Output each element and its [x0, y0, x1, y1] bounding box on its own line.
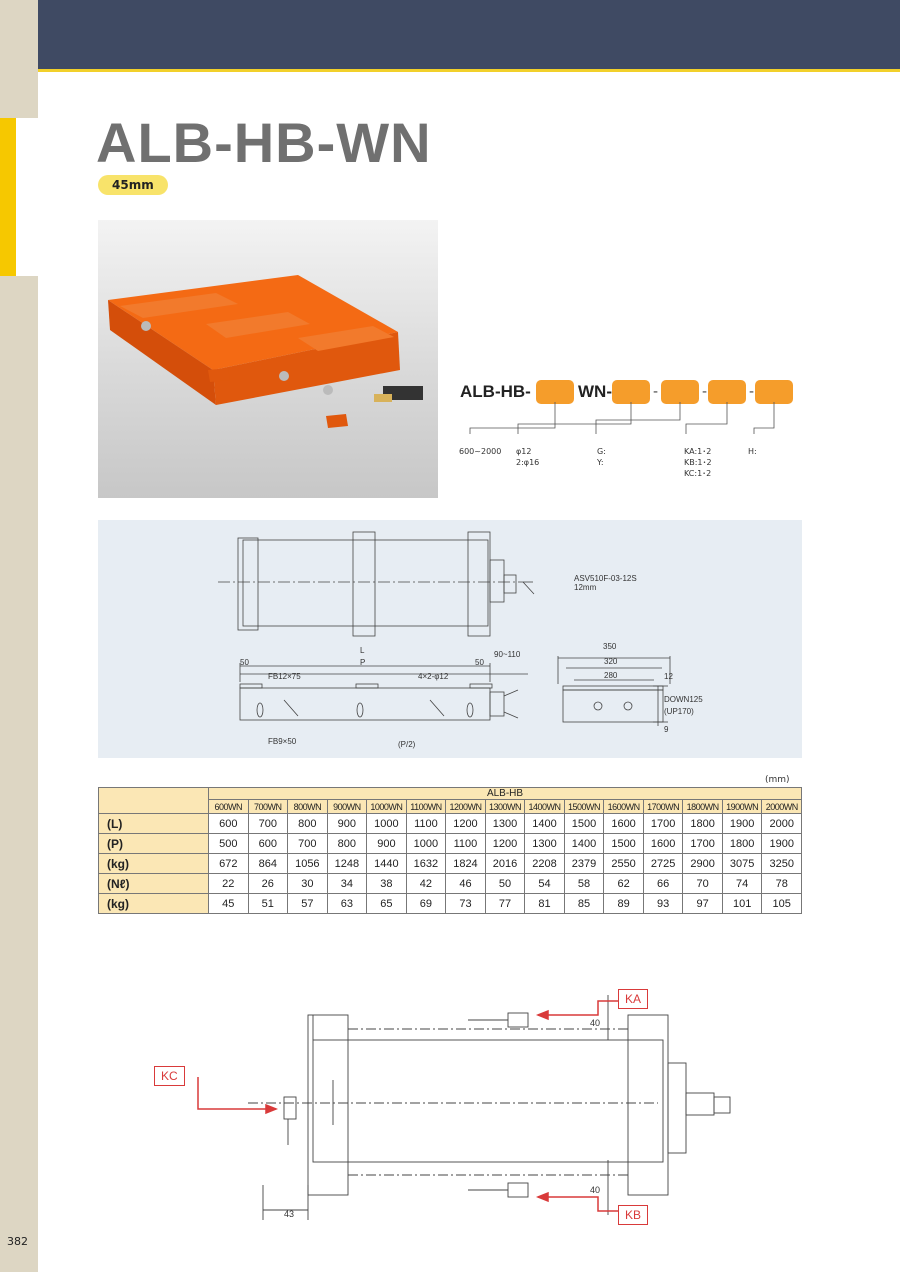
spec-cell: 1600: [643, 834, 683, 854]
spec-column-header: 900WN: [327, 800, 367, 814]
spec-unit: (mm): [765, 775, 790, 785]
spec-cell: 73: [446, 894, 486, 914]
option-length: [459, 446, 501, 457]
holes-label: 4×2-φ12: [418, 672, 449, 681]
spec-cell: 63: [327, 894, 367, 914]
spec-corner-cell: [99, 788, 209, 814]
option-port-alt: 2:φ16: [516, 458, 540, 467]
spec-cell: 77: [485, 894, 525, 914]
dim-50-left: 50: [240, 658, 249, 667]
spec-column-header: 800WN: [288, 800, 328, 814]
spec-row-label: (kg): [99, 894, 209, 914]
spec-column-header: 1500WN: [564, 800, 604, 814]
spec-cell: 800: [327, 834, 367, 854]
spec-row-label: (P): [99, 834, 209, 854]
spec-cell: 1800: [722, 834, 762, 854]
option-switch-kb: KB:1･2: [684, 458, 712, 467]
dim-40-top: 40: [590, 1018, 601, 1028]
dim-40-bottom: 40: [590, 1185, 601, 1195]
spec-cell: 1600: [604, 814, 644, 834]
spec-cell: 51: [248, 894, 288, 914]
spec-cell: 1632: [406, 854, 446, 874]
spec-cell: 85: [564, 894, 604, 914]
spec-cell: 58: [564, 874, 604, 894]
spec-column-header: 600WN: [209, 800, 249, 814]
dimension-drawing: [98, 520, 802, 758]
option-switch-kc: KC:1･2: [684, 469, 712, 478]
spec-cell: 2208: [525, 854, 565, 874]
spec-cell: 600: [209, 814, 249, 834]
spec-cell: 45: [209, 894, 249, 914]
spec-cell: 42: [406, 874, 446, 894]
spec-body: [99, 814, 802, 914]
controller-fitting: 12mm: [574, 583, 597, 592]
spec-cell: 2725: [643, 854, 683, 874]
spec-cell: 69: [406, 894, 446, 914]
spec-row-label: (L): [99, 814, 209, 834]
spec-column-header: 1300WN: [485, 800, 525, 814]
dim-320: 320: [604, 657, 618, 666]
spec-row: [99, 854, 802, 874]
spec-cell: 2000: [762, 814, 802, 834]
spec-cell: 3250: [762, 854, 802, 874]
spec-cell: 46: [446, 874, 486, 894]
spec-cell: 700: [248, 814, 288, 834]
spec-cell: 864: [248, 854, 288, 874]
spec-column-header: 1200WN: [446, 800, 486, 814]
spec-cell: 1700: [683, 834, 723, 854]
dim-125: DOWN125: [664, 695, 703, 704]
spec-cell: 26: [248, 874, 288, 894]
dim-50-right: 50: [475, 658, 484, 667]
spec-cell: 672: [209, 854, 249, 874]
air-lift-illustration: [98, 220, 438, 498]
option-speed: [748, 446, 757, 457]
spec-cell: 700: [288, 834, 328, 854]
spec-cell: 38: [367, 874, 407, 894]
header-band: [38, 0, 900, 72]
spec-cell: 70: [683, 874, 723, 894]
stroke-badge: 45mm: [98, 175, 168, 195]
dim-l: L: [360, 646, 365, 655]
page-number: 382: [7, 1235, 28, 1248]
spec-cell: 62: [604, 874, 644, 894]
spec-cell: 101: [722, 894, 762, 914]
spec-cell: 1100: [446, 834, 486, 854]
spec-cell: 50: [485, 874, 525, 894]
pitch-note: (P/2): [398, 740, 416, 749]
spec-cell: 500: [209, 834, 249, 854]
spec-cell: 30: [288, 874, 328, 894]
spec-column-header: 1700WN: [643, 800, 683, 814]
spec-cell: 900: [367, 834, 407, 854]
option-switch-ka: KA:1･2: [684, 447, 712, 456]
code-wn: WN-: [578, 382, 612, 401]
spec-cell: 2550: [604, 854, 644, 874]
dim-90-110: 90~110: [494, 650, 521, 659]
dimension-drawing-panel: [98, 520, 802, 758]
dim-9: 9: [664, 725, 669, 734]
label-right-mount: KA: [618, 989, 648, 1009]
spec-cell: 2016: [485, 854, 525, 874]
spec-column-header: 1100WN: [406, 800, 446, 814]
spec-cell: 93: [643, 894, 683, 914]
option-speed-h: H:: [748, 447, 757, 456]
spec-column-header: 2000WN: [762, 800, 802, 814]
dim-p: P: [360, 658, 366, 667]
dim-12: 12: [664, 672, 673, 681]
spec-cell: 900: [327, 814, 367, 834]
dim-350: 350: [603, 642, 617, 651]
spec-cell: 1100: [406, 814, 446, 834]
spec-cell: 54: [525, 874, 565, 894]
spec-cell: 1400: [525, 814, 565, 834]
spec-row-label: (kg): [99, 854, 209, 874]
spec-row: [99, 874, 802, 894]
spec-cell: 81: [525, 894, 565, 914]
spec-cell: 97: [683, 894, 723, 914]
spec-cell: 1300: [525, 834, 565, 854]
model-selection-code: ALB-HB- WN- - - -: [460, 376, 810, 416]
spec-cell: 800: [288, 814, 328, 834]
option-length-range: 600~2000: [459, 447, 502, 456]
dim-43: 43: [284, 1209, 295, 1219]
selection-leader-lines: [460, 400, 800, 440]
side-tab-bar: [0, 118, 16, 276]
spec-cell: 1056: [288, 854, 328, 874]
spec-row: [99, 834, 802, 854]
spec-cell: 105: [762, 894, 802, 914]
spec-cell: 34: [327, 874, 367, 894]
switch-mounting-drawing: [98, 985, 802, 1230]
spec-cell: 1900: [762, 834, 802, 854]
spec-cell: 65: [367, 894, 407, 914]
spec-column-header: 1800WN: [683, 800, 723, 814]
controller-part-no: ASV510F-03-12S: [574, 574, 637, 583]
option-port-default: φ12: [516, 447, 532, 456]
label-rear-mount: KC: [154, 1066, 185, 1086]
spec-cell: 1300: [485, 814, 525, 834]
spec-cell: 2900: [683, 854, 723, 874]
option-port: [516, 446, 539, 468]
spec-cell: 1440: [367, 854, 407, 874]
spec-cell: 74: [722, 874, 762, 894]
option-color-g: G:: [597, 447, 606, 456]
spec-row-label: (Nℓ): [99, 874, 209, 894]
spec-cell: 1900: [722, 814, 762, 834]
feature-badges: [98, 175, 168, 195]
option-color-y: Y:: [597, 458, 604, 467]
label-left-mount: KB: [618, 1205, 648, 1225]
spec-group-header: ALB-HB: [209, 788, 802, 800]
spec-column-header: 1900WN: [722, 800, 762, 814]
spec-cell: 89: [604, 894, 644, 914]
spec-cell: 78: [762, 874, 802, 894]
spec-cell: 1000: [406, 834, 446, 854]
fb9-label: FB9×50: [268, 737, 297, 746]
spec-row: [99, 814, 802, 834]
model-title: ALB-HB-WN: [96, 111, 432, 174]
spec-cell: 1500: [564, 814, 604, 834]
spec-cell: 1400: [564, 834, 604, 854]
code-prefix: ALB-HB-: [460, 382, 531, 401]
spec-cell: 1800: [683, 814, 723, 834]
dim-up170: (UP170): [664, 707, 694, 716]
spec-row: [99, 894, 802, 914]
spec-table: [98, 787, 802, 914]
spec-cell: 600: [248, 834, 288, 854]
spec-cell: 1700: [643, 814, 683, 834]
spec-cell: 1200: [446, 814, 486, 834]
spec-column-header: 1600WN: [604, 800, 644, 814]
spec-column-header: 1400WN: [525, 800, 565, 814]
spec-cell: 1000: [367, 814, 407, 834]
option-switch: [684, 446, 712, 479]
spec-cell: 1200: [485, 834, 525, 854]
spec-cell: 2379: [564, 854, 604, 874]
spec-cell: 57: [288, 894, 328, 914]
spec-column-header: 700WN: [248, 800, 288, 814]
spec-cell: 1500: [604, 834, 644, 854]
spec-cell: 22: [209, 874, 249, 894]
spec-cell: 66: [643, 874, 683, 894]
spec-cell: 1824: [446, 854, 486, 874]
dim-280: 280: [604, 671, 618, 680]
spec-column-header: 1000WN: [367, 800, 407, 814]
fb12-label: FB12×75: [268, 672, 301, 681]
spec-cell: 3075: [722, 854, 762, 874]
spec-cell: 1248: [327, 854, 367, 874]
product-photo: [98, 220, 438, 498]
option-color: [597, 446, 606, 468]
